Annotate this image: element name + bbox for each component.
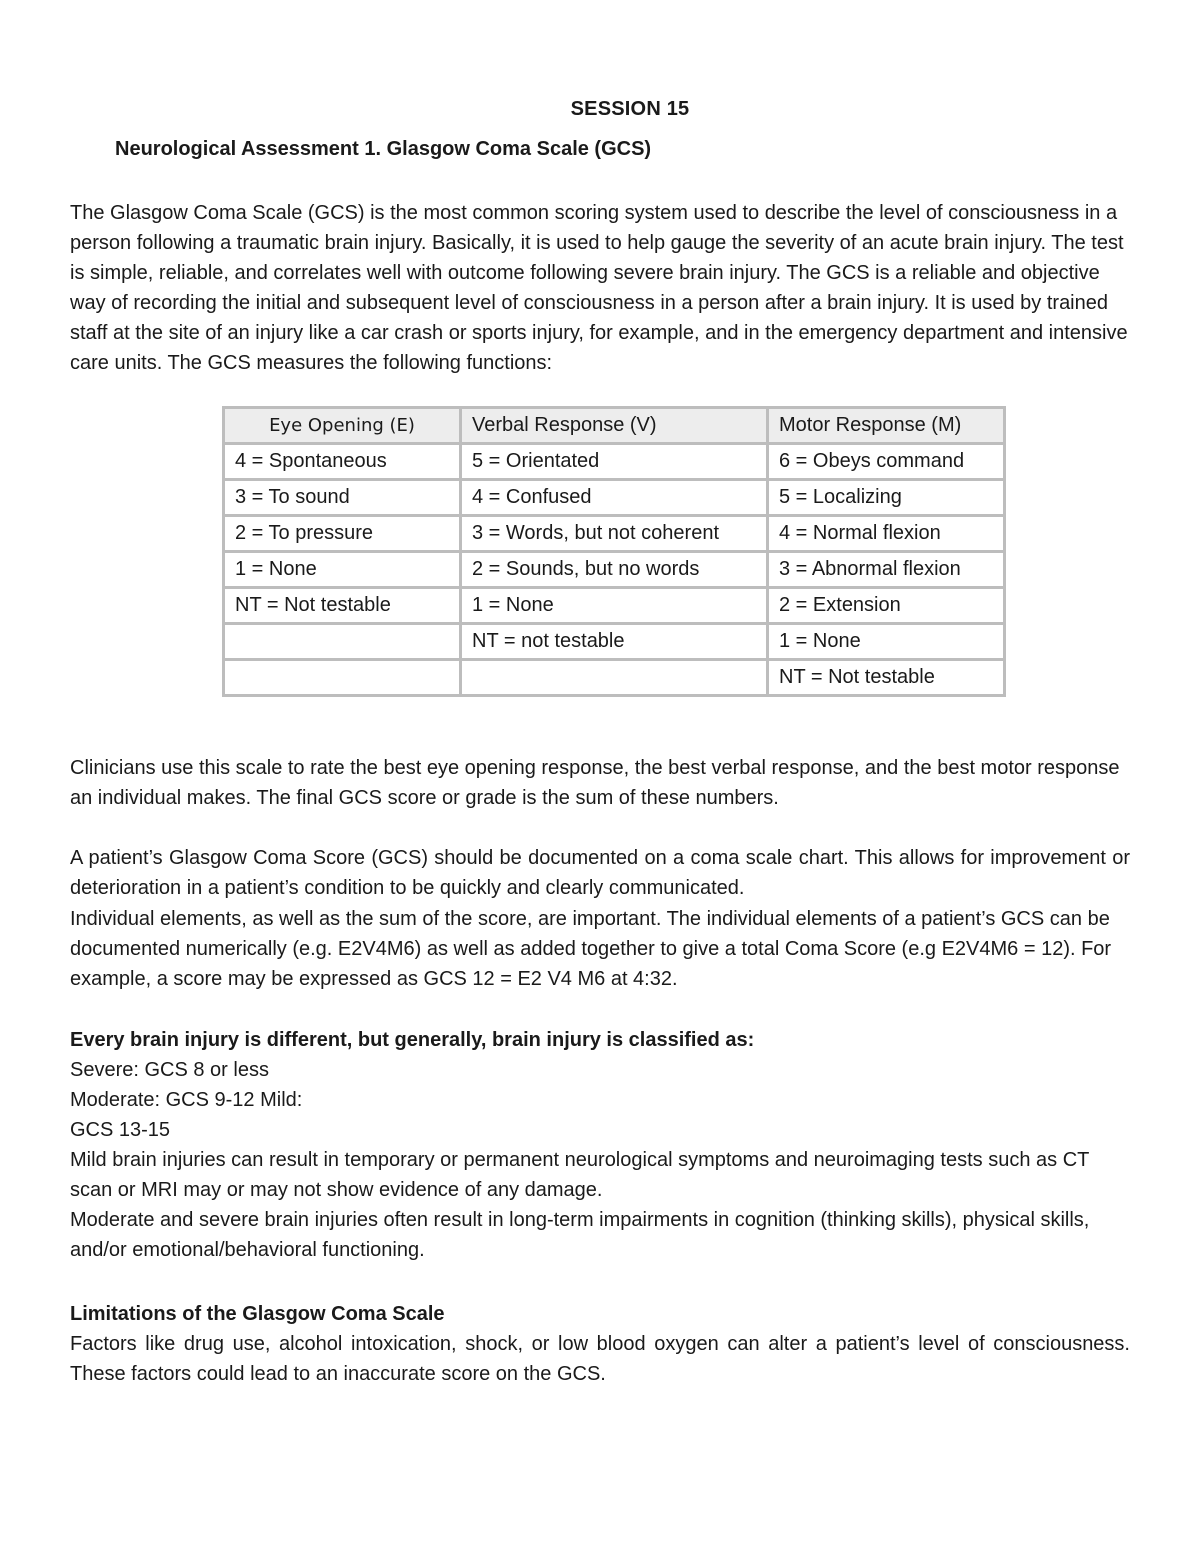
header-eye-opening: Eye Opening (E) [224, 408, 461, 444]
table-row [224, 660, 1005, 696]
table-row [224, 588, 1005, 624]
table-cell: 2 = To pressure [224, 516, 461, 552]
table-row [224, 552, 1005, 588]
table-cell: 3 = To sound [224, 480, 461, 516]
table-row [224, 444, 1005, 480]
classification-section [70, 1025, 1130, 1265]
limitations-heading: Limitations of the Glasgow Coma Scale [70, 1303, 445, 1325]
session-title: SESSION 15 [570, 98, 690, 120]
table-cell: 4 = Spontaneous [224, 444, 461, 480]
documentation-paragraph: A patient’s Glasgow Coma Score (GCS) should be documented on a coma scale chart. This allows for improvement or deterioration in a patient’s condition to be quickly and clearly communicated. [70, 847, 1130, 899]
table-row [224, 480, 1005, 516]
header-motor-response: Motor Response (M) [768, 408, 1005, 444]
elements-paragraph: Individual elements, as well as the sum of the score, are important. The individual elements of a patient’s GCS can be documented numerically (e.g. E2V4M6) as well as added together to give a total Coma Score (e.g E2V4M6 = 12). For example, a score may be expressed as GCS 12 = E2 V4 M6 at 4:32. [70, 908, 1112, 990]
table-cell [461, 660, 768, 696]
table-cell: 1 = None [461, 588, 768, 624]
clinicians-paragraph: Clinicians use this scale to rate the best eye opening response, the best verbal response, and the best motor response an individual makes. The final GCS score or grade is the sum of these numbers. [70, 757, 1120, 809]
header-verbal-response: Verbal Response (V) [461, 408, 768, 444]
table-header-row [224, 408, 1005, 444]
table-cell [224, 660, 461, 696]
mild-range: GCS 13-15 [70, 1119, 171, 1141]
table-cell [224, 624, 461, 660]
moderate-severe-note: Moderate and severe brain injuries often result in long-term impairments in cognition (thinking skills), physical skills, and/or emotional/behavioral functioning. [70, 1209, 1090, 1261]
table-cell: 4 = Confused [461, 480, 768, 516]
mild-note: Mild brain injuries can result in temporary or permanent neurological symptoms and neuroimaging tests such as CT scan or MRI may or may not show evidence of any damage. [70, 1149, 1089, 1201]
intro-paragraph: The Glasgow Coma Scale (GCS) is the most common scoring system used to describe the level of consciousness in a person following a traumatic brain injury. Basically, it is used to help gauge the severity of an acute brain injury. The test is simple, reliable, and correlates well with outcome following severe brain injury. The GCS is a reliable and objective way of recording the initial and subsequent level of consciousness in a person after a brain injury. It is used by trained staff at the site of an injury like a car crash or sports injury, for example, and in the emergency department and intensive care units. The GCS measures the following functions: [70, 202, 1128, 374]
table-cell: 6 = Obeys command [768, 444, 1005, 480]
limitations-text: Factors like drug use, alcohol intoxication, shock, or low blood oxygen can alter a patient’s level of consciousness. These factors could lead to an inaccurate score on the GCS. [70, 1333, 1130, 1385]
severe-range: Severe: GCS 8 or less [70, 1059, 269, 1081]
table-cell: 3 = Abnormal flexion [768, 552, 1005, 588]
table-cell: 3 = Words, but not coherent [461, 516, 768, 552]
table-cell: NT = Not testable [224, 588, 461, 624]
gcs-table [222, 406, 1006, 697]
limitations-section [70, 1299, 1130, 1389]
table-cell: 2 = Sounds, but no words [461, 552, 768, 588]
table-cell: 2 = Extension [768, 588, 1005, 624]
table-cell: NT = Not testable [768, 660, 1005, 696]
table-cell: 1 = None [768, 624, 1005, 660]
moderate-range: Moderate: GCS 9-12 Mild: [70, 1089, 303, 1111]
section-title: Neurological Assessment 1. Glasgow Coma Scale (GCS) [115, 138, 652, 160]
table-cell: 4 = Normal flexion [768, 516, 1005, 552]
classification-heading: Every brain injury is different, but generally, brain injury is classified as: [70, 1029, 755, 1051]
table-row [224, 516, 1005, 552]
table-cell: 5 = Orientated [461, 444, 768, 480]
table-cell: NT = not testable [461, 624, 768, 660]
table-cell: 5 = Localizing [768, 480, 1005, 516]
table-row [224, 624, 1005, 660]
table-cell: 1 = None [224, 552, 461, 588]
